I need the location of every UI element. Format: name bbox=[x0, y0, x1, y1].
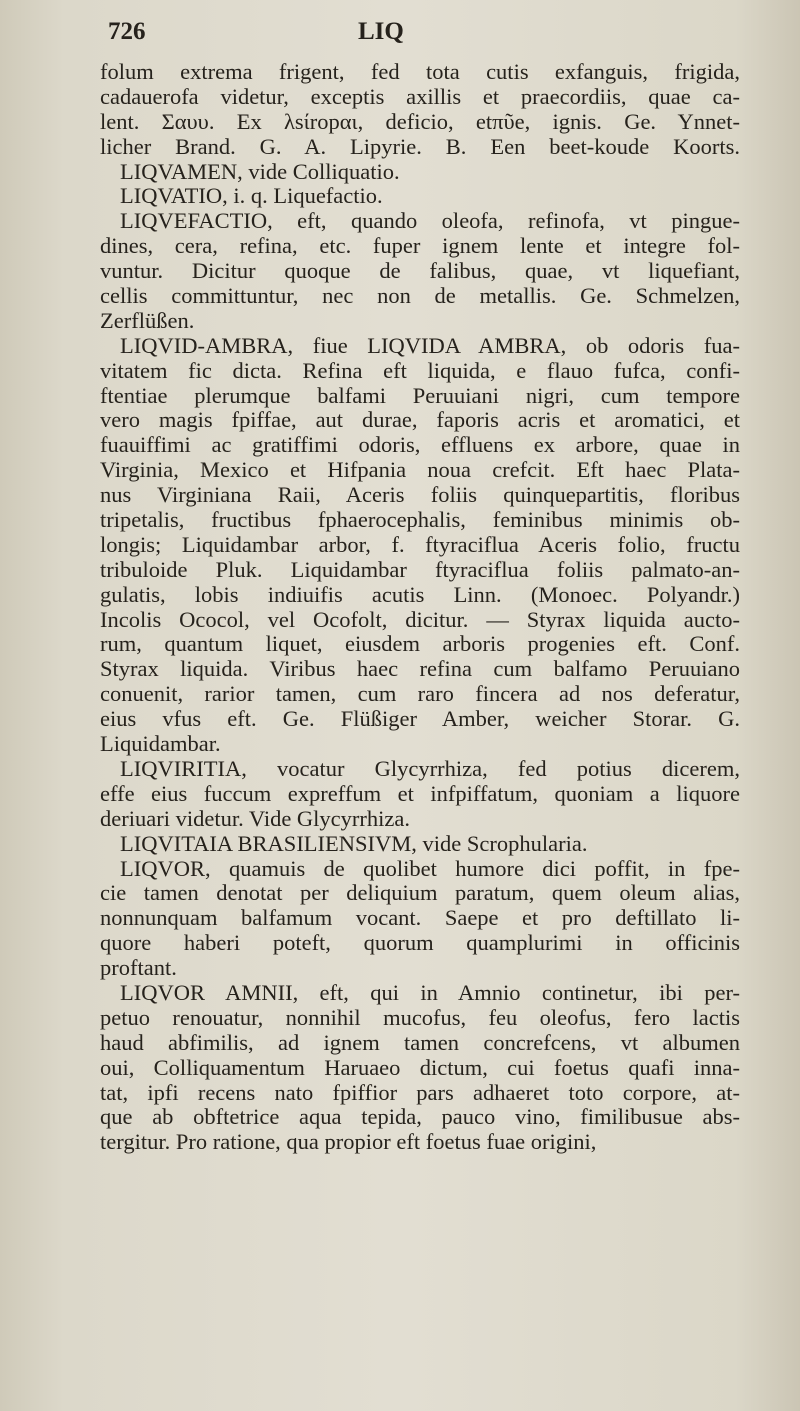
text-line: dines, cera, refina, etc. fuper ignem lente et integre fol- bbox=[100, 234, 740, 259]
text-line: licher Brand. G. A. Lipyrie. B. Een beet-koude Koorts. bbox=[100, 134, 740, 159]
text-line: cie tamen denotat per deliquium paratum, quem oleum alias, bbox=[100, 881, 740, 906]
entry-headword-line: LIQVITAIA BRASILIENSIVM, vide Scrophularia. bbox=[120, 831, 588, 856]
text-line: tat, ipfi recens nato fpiffior pars adhaeret toto corpore, at- bbox=[100, 1080, 740, 1105]
text-line: eius vfus eft. Ge. Flüßiger Amber, weicher Storar. G. bbox=[100, 707, 740, 732]
text-line: vitatem fic dicta. Refina eft liquida, e flauo fufca, confi- bbox=[100, 358, 740, 383]
text-line: deriuari videtur. Vide Glycyrrhiza. bbox=[100, 806, 411, 831]
text-line: Incolis Ococol, vel Ocofolt, dicitur. — Styrax liquida aucto- bbox=[100, 607, 740, 632]
text-line: ftentiae plerumque balfami Peruuiani nigri, cum tempore bbox=[100, 383, 740, 408]
text-line: vero magis fpiffae, aut durae, faporis acris et aromatici, et bbox=[100, 408, 740, 433]
text-line: fuauiffimi ac gratiffimi odoris, effluens ex arbore, quae in bbox=[100, 433, 740, 458]
page-header bbox=[100, 16, 760, 56]
text-line: nus Virginiana Raii, Aceris foliis quinquepartitis, floribus bbox=[100, 483, 740, 508]
text-line: Styrax liquida. Viribus haec refina cum balfamo Peruuiano bbox=[100, 657, 740, 682]
entry-headword-line: LIQVOR AMNII, eft, qui in Amnio continetur, ibi per- bbox=[120, 980, 740, 1005]
entry-headword-line: LIQVAMEN, vide Colliquatio. bbox=[120, 159, 400, 184]
text-line: cellis committuntur, nec non de metallis. Ge. Schmelzen, bbox=[100, 284, 740, 309]
text-line: tergitur. Pro ratione, qua propior eft foetus fuae origini, bbox=[100, 1130, 597, 1155]
text-line: folum extrema frigent, fed tota cutis exfanguis, frigida, bbox=[100, 60, 740, 84]
text-line: lent. Σαυυ. Ex λsίrοpαι, deficio, etπῦe, ignis. Ge. Ynnet- bbox=[100, 109, 740, 134]
text-line: petuo renouatur, nonnihil mucofus, feu oleofus, fero lactis bbox=[100, 1005, 740, 1030]
text-line: oui, Colliquamentum Haruaeo dictum, cui foetus quafi inna- bbox=[100, 1055, 740, 1080]
signature-mark: LIQ bbox=[358, 18, 404, 45]
text-line: vuntur. Dicitur quoque de falibus, quae, vt liquefiant, bbox=[100, 259, 740, 284]
text-line: Zerflüßen. bbox=[100, 308, 195, 333]
text-line: tripetalis, fructibus fphaerocephalis, feminibus minimis ob- bbox=[100, 508, 740, 533]
entry-headword-line: LIQVATIO, i. q. Liquefactio. bbox=[120, 184, 383, 209]
text-line: gulatis, lobis indiuifis acutis Linn. (Monoec. Polyandr.) bbox=[100, 582, 740, 607]
text-line: nonnunquam balfamum vocant. Saepe et pro deftillato li- bbox=[100, 906, 740, 931]
entry-headword-line: LIQVID-AMBRA, fiue LIQVIDA AMBRA, ob odoris fua- bbox=[120, 333, 740, 358]
text-line: conuenit, rarior tamen, cum raro fincera ad nos deferatur, bbox=[100, 682, 740, 707]
entry-headword-line: LIQVOR, quamuis de quolibet humore dici poffit, in fpe- bbox=[120, 856, 740, 881]
text-line: longis; Liquidambar arbor, f. ftyraciflua Aceris folio, fructu bbox=[100, 532, 740, 557]
text-line: quore haberi poteft, quorum quamplurimi in officinis bbox=[100, 931, 740, 956]
text-line: Liquidambar. bbox=[100, 732, 221, 757]
entry-headword-line: LIQVEFACTIO, eft, quando oleofa, refinofa, vt pingue- bbox=[120, 209, 740, 234]
dictionary-text bbox=[100, 60, 740, 1155]
text-line: cadauerofa videtur, exceptis axillis et praecordiis, quae ca- bbox=[100, 84, 740, 109]
entry-headword-line: LIQVIRITIA, vocatur Glycyrrhiza, fed potius dicerem, bbox=[120, 756, 740, 781]
text-line: proftant. bbox=[100, 956, 177, 981]
text-line: que ab obftetrice aqua tepida, pauco vino, fimilibusue abs- bbox=[100, 1105, 740, 1130]
text-line: effe eius fuccum expreffum et infpiffatum, quoniam a liquore bbox=[100, 781, 740, 806]
text-line: haud abfimilis, ad ignem tamen concrefcens, vt albumen bbox=[100, 1030, 740, 1055]
page-number: 726 bbox=[108, 18, 146, 45]
text-line: tribuloide Pluk. Liquidambar ftyraciflua foliis palmato-an- bbox=[100, 557, 740, 582]
text-line: Virginia, Mexico et Hifpania noua crefcit. Eft haec Plata- bbox=[100, 458, 740, 483]
text-line: rum, quantum liquet, eiusdem arboris progenies eft. Conf. bbox=[100, 632, 740, 657]
